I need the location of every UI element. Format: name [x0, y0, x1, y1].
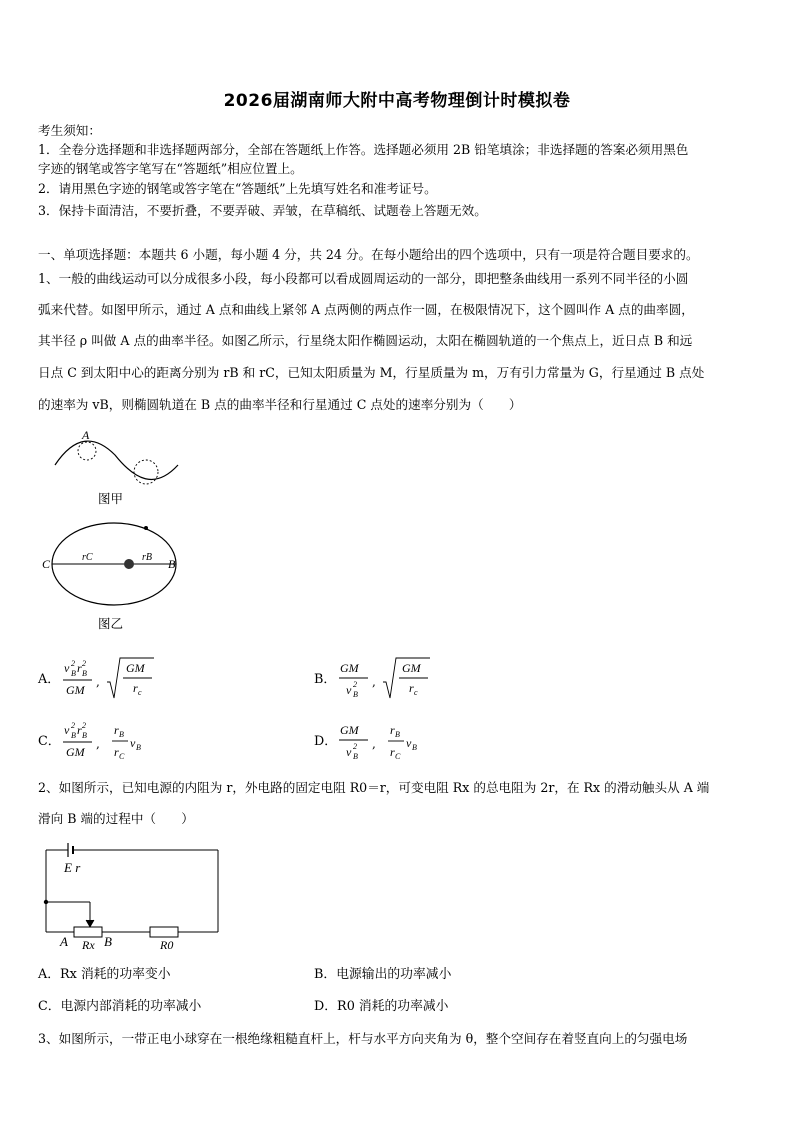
- svg-text:2: 2: [82, 659, 86, 668]
- svg-text:C: C: [119, 752, 125, 761]
- svg-text:r: r: [114, 745, 119, 759]
- q1-line-2: 弧来代替。如图甲所示，通过 A 点和曲线上紧邻 A 点两侧的两点作一圆，在极限情况下，这个圆叫作 A 点的曲率圆，: [38, 302, 694, 317]
- svg-text:r: r: [390, 745, 395, 759]
- svg-text:r: r: [77, 661, 82, 675]
- svg-text:2: 2: [82, 721, 86, 730]
- q1-line-3: 其半径 ρ 叫做 A 点的曲率半径。如图乙所示，行星绕太阳作椭圆运动，太阳在椭圆轨道的一个焦点上，近日点 B 和远: [38, 333, 693, 348]
- svg-text:GM: GM: [66, 745, 85, 759]
- notice-item-1b: 字迹的钢笔或答字笔写在“答题纸”相应位置上。: [38, 161, 303, 176]
- svg-text:2: 2: [71, 659, 75, 668]
- svg-text:B: B: [412, 743, 417, 752]
- svg-text:2: 2: [71, 721, 75, 730]
- figure-yi: [38, 520, 188, 635]
- svg-text:,: ,: [96, 675, 100, 689]
- svg-text:GM: GM: [402, 661, 421, 675]
- svg-text:2: 2: [353, 742, 357, 751]
- svg-text:,: ,: [372, 737, 376, 751]
- q2-line-1: 2、如图所示，已知电源的内阻为 r，外电路的固定电阻 R0＝r，可变电阻 Rx 的总电阻为 2r，在 Rx 的滑动触头从 A 端: [38, 780, 710, 795]
- q1-line-1: 1、一般的曲线运动可以分成很多小段，每小段都可以看成圆周运动的一部分，即把整条曲线用一系列不同半径的小圆: [38, 271, 689, 286]
- svg-text:v: v: [346, 745, 352, 759]
- figure-jia: [50, 425, 185, 515]
- notice-item-3: 3．保持卡面清洁，不要折叠，不要弄破、弄皱，在草稿纸、试题卷上答题无效。: [38, 203, 487, 218]
- svg-text:v: v: [130, 736, 136, 750]
- curvature-circle-a: [78, 442, 96, 460]
- svg-text:r: r: [390, 723, 395, 737]
- terminal-b-label: B: [104, 934, 112, 949]
- exam-title: 2026届湖南师大附中高考物理倒计时模拟卷: [223, 91, 571, 111]
- q1-option-c-formula: [60, 718, 160, 766]
- svg-text:C: C: [395, 752, 401, 761]
- q2-option-b[interactable]: B．电源输出的功率减小: [314, 967, 452, 982]
- notice-item-1a: 1．全卷分选择题和非选择题两部分，全部在答题纸上作答。选择题必须用 2B 铅笔填涂；非选择题的答案必须用黑色: [38, 142, 689, 157]
- q2-line-2: 滑向 B 端的过程中（ ）: [38, 811, 194, 826]
- svg-text:GM: GM: [126, 661, 145, 675]
- q1-line-4: 日点 C 到太阳中心的距离分别为 rB 和 rC，已知太阳质量为 M，行星质量为 m，万有引力常量为 G，行星通过 B 点处: [38, 365, 705, 380]
- figure-yi-caption: 图乙: [98, 616, 124, 631]
- svg-text:B: B: [136, 743, 141, 752]
- q1-line-5: 的速率为 vB，则椭圆轨道在 B 点的曲率半径和行星通过 C 点处的速率分别为（ ）: [38, 397, 522, 412]
- svg-text:B: B: [82, 669, 87, 678]
- notice-item-2: 2．请用黑色字迹的钢笔或答字笔在“答题纸”上先填写姓名和准考证号。: [38, 181, 437, 196]
- svg-text:B: B: [71, 731, 76, 740]
- rc-label: rC: [82, 552, 93, 563]
- q1-option-b-letter[interactable]: B．: [314, 672, 337, 687]
- svg-text:r: r: [409, 681, 414, 695]
- q1-option-d-formula: [336, 718, 436, 766]
- q2-option-c[interactable]: C．电源内部消耗的功率减小: [38, 999, 202, 1014]
- section-1-header: 一、单项选择题：本题共 6 小题，每小题 4 分，共 24 分。在每小题给出的四个选项中，只有一项是符合题目要求的。: [38, 247, 699, 262]
- notice-heading: 考生须知：: [38, 123, 101, 138]
- q1-option-a-letter[interactable]: A．: [38, 672, 61, 687]
- q2-option-d[interactable]: D．R0 消耗的功率减小: [314, 999, 449, 1014]
- svg-text:c: c: [414, 688, 418, 697]
- rx-label: Rx: [82, 938, 95, 952]
- svg-text:,: ,: [372, 675, 376, 689]
- q1-option-c-letter[interactable]: C．: [38, 734, 61, 749]
- svg-text:v: v: [346, 683, 352, 697]
- r0-resistor: [150, 927, 178, 937]
- q1-option-a-formula: [60, 656, 160, 704]
- q3-line-1: 3、如图所示，一带正电小球穿在一根绝缘粗糙直杆上，杆与水平方向夹角为 θ，整个空间存在着竖直向上的匀强电场: [38, 1031, 688, 1046]
- q2-option-a[interactable]: A．Rx 消耗的功率变小: [38, 967, 171, 982]
- point-c-label: C: [42, 557, 51, 571]
- svg-text:B: B: [119, 730, 124, 739]
- svg-text:v: v: [64, 723, 70, 737]
- wave-curve: [55, 441, 178, 479]
- svg-text:GM: GM: [340, 661, 359, 675]
- svg-text:r: r: [77, 723, 82, 737]
- svg-text:B: B: [353, 752, 358, 761]
- svg-text:2: 2: [353, 680, 357, 689]
- point-a-label: A: [82, 428, 90, 442]
- svg-text:B: B: [395, 730, 400, 739]
- curvature-circle-b: [134, 460, 158, 484]
- svg-text:v: v: [406, 736, 412, 750]
- r0-label: R0: [160, 938, 174, 952]
- svg-text:r: r: [114, 723, 119, 737]
- q1-option-b-formula: [336, 656, 436, 704]
- svg-text:B: B: [71, 669, 76, 678]
- svg-text:GM: GM: [340, 723, 359, 737]
- svg-text:,: ,: [96, 737, 100, 751]
- planet: [144, 526, 148, 530]
- q1-option-d-letter[interactable]: D．: [314, 734, 338, 749]
- svg-text:B: B: [82, 731, 87, 740]
- svg-text:v: v: [64, 661, 70, 675]
- source-label: E r: [64, 860, 81, 875]
- circuit-figure: [40, 840, 225, 955]
- svg-text:B: B: [353, 690, 358, 699]
- svg-text:c: c: [138, 688, 142, 697]
- svg-text:r: r: [133, 681, 138, 695]
- svg-text:GM: GM: [66, 683, 85, 697]
- figure-jia-caption: 图甲: [98, 491, 124, 506]
- rb-label: rB: [142, 552, 152, 563]
- sun: [124, 559, 134, 569]
- rx-resistor: [74, 927, 102, 937]
- terminal-a-label: A: [60, 934, 68, 949]
- point-b-label: B: [168, 557, 176, 571]
